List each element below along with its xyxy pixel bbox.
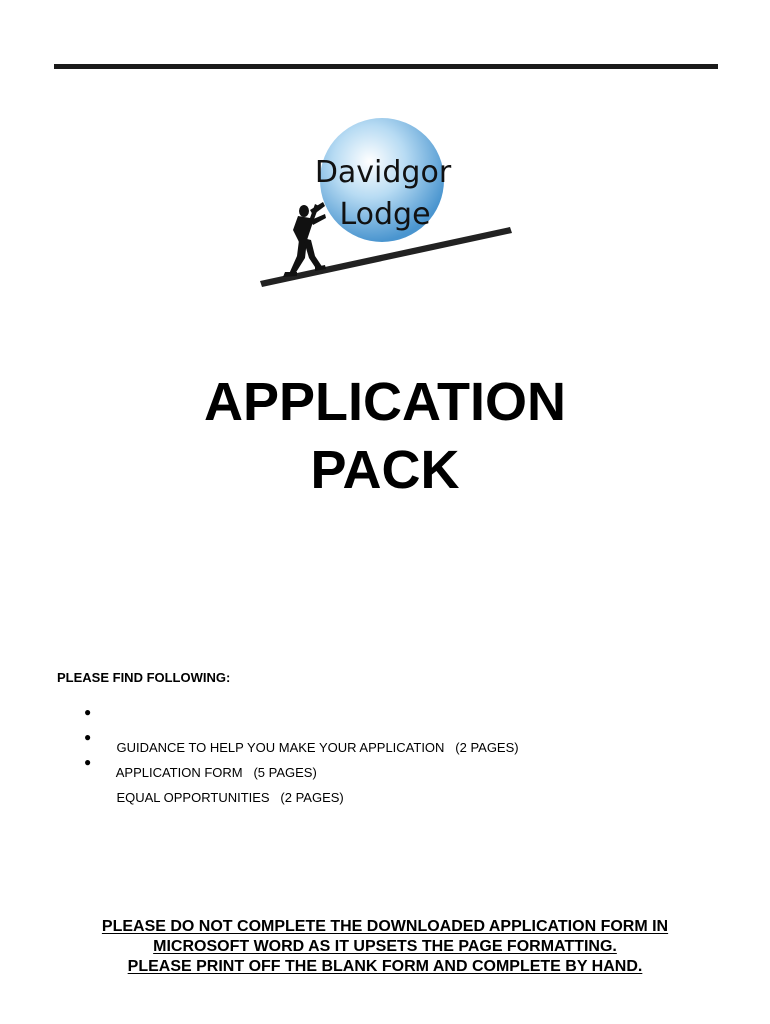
list-item-text: GUIDANCE TO HELP YOU MAKE YOUR APPLICATION (2 PAGES) <box>116 740 519 755</box>
contents-heading: PLEASE FIND FOLLOWING: <box>57 670 231 685</box>
list-item <box>84 753 519 805</box>
list-item-text: EQUAL OPPORTUNITIES (2 PAGES) <box>116 790 344 805</box>
list-item <box>84 703 519 755</box>
list-item-text: APPLICATION FORM (5 PAGES) <box>115 765 317 780</box>
davidgor-lodge-logo <box>255 118 520 293</box>
page-title-line2: PACK <box>310 440 460 500</box>
page-title-line1: APPLICATION <box>204 372 566 432</box>
contents-list <box>84 703 519 805</box>
bullet-dot-icon: ● <box>84 705 92 719</box>
logo-text-line2: Lodge <box>339 197 431 232</box>
formatting-notice <box>0 917 770 977</box>
notice-line3: PLEASE PRINT OFF THE BLANK FORM AND COMPLETE BY HAND. <box>127 958 643 975</box>
logo-pushing-figure-icon <box>283 202 326 277</box>
top-divider <box>54 64 718 69</box>
logo-text-line1: Davidgor <box>314 155 452 190</box>
bullet-dot-icon: ● <box>84 755 92 769</box>
bullet-dot-icon: ● <box>84 730 92 744</box>
list-item <box>84 728 519 780</box>
notice-line1: PLEASE DO NOT COMPLETE THE DOWNLOADED APPLICATION FORM IN <box>101 918 669 935</box>
notice-line2: MICROSOFT WORD AS IT UPSETS THE PAGE FORMATTING. <box>153 938 617 955</box>
